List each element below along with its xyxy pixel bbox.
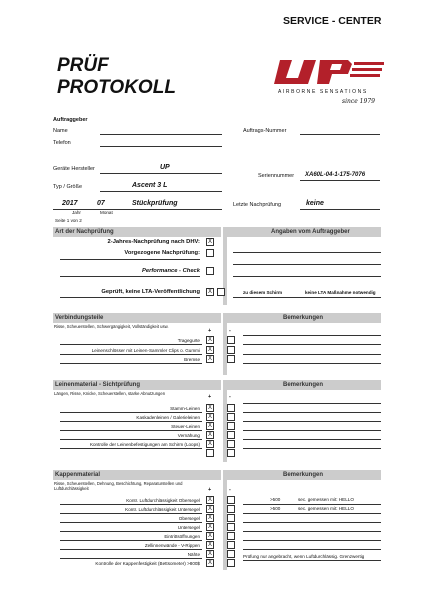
canopy-remarks-title: Bemerkungen — [283, 471, 324, 478]
inspection-checkbox[interactable] — [206, 267, 214, 275]
connections-row-label: Tragegurte — [177, 338, 200, 343]
connections-plus: + — [208, 328, 212, 334]
connections-row-label: Bremse — [184, 357, 200, 362]
canopy-plus-checkbox[interactable]: X — [207, 506, 212, 512]
canopy-remarks-line — [243, 549, 381, 550]
lines-row-label: Stamm-Leinen — [170, 406, 200, 411]
connections-plus-checkbox[interactable]: X — [207, 337, 212, 343]
last-check-label: Letzte Nachprüfung — [233, 202, 282, 208]
canopy-line — [60, 540, 202, 541]
canopy-subtitle: Risse, Scheuerstellen, Dehnung, Beschichtung, Reparaturstellen und Luftdurchlässigkeit — [54, 481, 183, 491]
manufacturer-value: UP — [160, 164, 170, 171]
canopy-line — [60, 513, 202, 514]
inspection-title: Art der Nachprüfung — [55, 228, 114, 235]
canopy-minus-checkbox[interactable] — [227, 559, 235, 567]
canopy-line — [60, 549, 202, 550]
lines-remarks-line — [243, 439, 381, 440]
client-info-line — [233, 264, 381, 265]
canopy-row-label: Zellinnenwände - V-Rippen — [144, 543, 200, 548]
canopy-minus-checkbox[interactable] — [227, 532, 235, 540]
lines-plus-checkbox[interactable]: X — [207, 405, 212, 411]
inspection-row-label: Performance - Check — [142, 268, 200, 274]
canopy-plus-checkbox[interactable]: X — [207, 515, 212, 521]
phone-label: Telefon — [53, 140, 71, 146]
lta-note-left: zu diesem Schirm — [243, 290, 283, 295]
canopy-line — [60, 504, 202, 505]
lines-line — [60, 439, 202, 440]
canopy-plus-checkbox[interactable]: X — [207, 560, 212, 566]
client-info-line — [233, 276, 381, 277]
name-label: Name — [53, 128, 68, 134]
inspection-checkbox[interactable]: X — [207, 289, 212, 295]
connections-remarks-line — [243, 363, 381, 364]
up-logo-graphic — [270, 58, 390, 88]
inspection-checkbox[interactable] — [206, 249, 214, 257]
canopy-minus-checkbox[interactable] — [227, 514, 235, 522]
inspection-header — [53, 227, 221, 237]
month-value: 07 — [97, 200, 105, 207]
inspection-row-label: Geprüft, keine LTA-Veröffentlichung — [101, 289, 200, 295]
connections-remarks-line — [243, 354, 381, 355]
canopy-row-label: Nähte — [187, 552, 200, 557]
inspection-value: Stückprüfung — [132, 200, 178, 207]
canopy-remarks-line — [243, 531, 381, 532]
canopy-row-label: Kontrolle der Kappenfestigkeit (Bettsometer) >800$ — [95, 561, 200, 566]
connections-plus-checkbox[interactable]: X — [207, 347, 212, 353]
lines-remarks-line — [243, 448, 381, 449]
canopy-minus-checkbox[interactable] — [227, 505, 235, 513]
connections-line — [60, 344, 202, 345]
canopy-line — [60, 558, 202, 559]
canopy-remarks-line — [243, 540, 381, 541]
canopy-row-label: Untersegel — [177, 525, 200, 530]
connections-header — [53, 313, 221, 323]
canopy-minus-checkbox[interactable] — [227, 550, 235, 558]
canopy-plus-checkbox[interactable]: X — [207, 551, 212, 557]
type-label: Typ / Größe — [53, 184, 83, 190]
up-logo — [270, 58, 390, 110]
title-line-1: PRÜF — [57, 55, 109, 76]
connections-row-label: Leinenschlösser mit Leinen-Sammler Clips o. Gummi — [91, 348, 200, 353]
page-info: Seite 1 von 2 — [55, 218, 82, 223]
canopy-minus: - — [229, 487, 231, 493]
phone-line — [100, 146, 222, 147]
last-check-value: keine — [306, 200, 324, 207]
lines-remarks-header — [223, 380, 381, 390]
canopy-line — [60, 522, 202, 523]
lines-minus-checkbox[interactable] — [227, 404, 235, 412]
connections-minus-checkbox[interactable] — [227, 336, 235, 344]
canopy-remarks-line — [243, 504, 381, 505]
connections-remarks-title: Bemerkungen — [283, 314, 324, 321]
inspection-row-line — [60, 297, 200, 298]
lines-remarks-line — [243, 412, 381, 413]
canopy-footer-note: Prüfung nur angebracht, wenn Luftdurchlässig. Grenzwertig — [243, 554, 365, 559]
lines-minus: - — [229, 394, 231, 400]
manufacturer-label: Geräte Hersteller — [53, 166, 95, 172]
lines-line — [60, 448, 202, 449]
canopy-title: Kappenmaterial — [55, 471, 101, 478]
connections-plus-checkbox[interactable]: X — [207, 356, 212, 362]
inspection-row-label: 2-Jahres-Nachprüfung nach DHV: — [107, 239, 200, 245]
last-check-line — [300, 209, 380, 210]
lines-title: Leinenmaterial - Sichtprüfung — [55, 381, 141, 388]
connections-remarks-line — [243, 344, 381, 345]
lines-remarks-line — [243, 421, 381, 422]
title-line-2: PROTOKOLL — [57, 77, 176, 98]
connections-minus-checkbox[interactable] — [227, 346, 235, 354]
connections-remarks-header — [223, 313, 381, 323]
canopy-row-label: Eintrittsöffnungen — [164, 534, 200, 539]
canopy-value: >500 — [270, 497, 281, 502]
connections-line — [60, 354, 202, 355]
logo-since: since 1979 — [342, 98, 375, 105]
lines-plus-checkbox[interactable]: X — [207, 432, 212, 438]
lines-plus-checkbox[interactable]: X — [207, 414, 212, 420]
canopy-remark: sec. gemessen mit: HELLO — [298, 506, 354, 511]
inspection-checkbox-extra[interactable] — [217, 288, 225, 296]
lines-plus-checkbox[interactable] — [206, 449, 214, 457]
connections-remarks-line — [243, 335, 381, 336]
lines-subtitle: Längen, Risse, Knicke, Scheuerstellen, starke Abnutzungen — [54, 391, 166, 396]
inspection-row-line — [60, 276, 200, 277]
connections-minus-checkbox[interactable] — [227, 355, 235, 363]
lines-row-label: Kaskadenleinen / Galerieleinen — [136, 415, 200, 420]
type-value: Ascent 3 L — [132, 182, 168, 189]
canopy-value: >500 — [270, 506, 281, 511]
canopy-header — [53, 470, 221, 480]
client-label: Auftraggeber — [53, 117, 88, 123]
canopy-plus-checkbox[interactable]: X — [207, 533, 212, 539]
lines-minus-checkbox[interactable] — [227, 431, 235, 439]
serial-label: Seriennummer — [258, 173, 295, 179]
lines-line — [60, 412, 202, 413]
client-info-header — [223, 227, 381, 237]
lines-row-label: Steuer-Leinen — [171, 424, 200, 429]
canopy-row-label: Kontr. Luftdurchlässigkeit Obersegel — [126, 498, 200, 503]
lines-remarks-line — [243, 430, 381, 431]
canopy-row-label: Obersegel — [178, 516, 200, 521]
lines-row-label: Vernähung — [177, 433, 200, 438]
canopy-plus: + — [208, 487, 212, 493]
canopy-remarks-header — [223, 470, 381, 480]
inspection-checkbox[interactable]: X — [207, 239, 212, 245]
order-number-line — [300, 134, 380, 135]
lines-plus-checkbox[interactable]: X — [207, 441, 212, 447]
lines-remarks-title: Bemerkungen — [283, 381, 324, 388]
canopy-plus-checkbox[interactable]: X — [207, 542, 212, 548]
service-center-title: SERVICE - CENTER — [283, 15, 382, 27]
canopy-minus-checkbox[interactable] — [227, 541, 235, 549]
year-value: 2017 — [62, 200, 78, 207]
canopy-minus-checkbox[interactable] — [227, 496, 235, 504]
lines-minus-checkbox[interactable] — [227, 422, 235, 430]
canopy-row-label: Kontr. Luftdurchlässigkeit Untersegel — [125, 507, 200, 512]
lines-plus: + — [208, 394, 212, 400]
client-info-line — [233, 297, 381, 298]
year-label: Jahr — [72, 210, 81, 215]
month-label: Monat — [100, 210, 113, 215]
lines-row-label: Kontrolle der Leinenbefestigungen am Schirm (Loops) — [89, 442, 200, 447]
inspection-row-line — [60, 259, 200, 260]
type-line — [100, 191, 222, 192]
client-info-title: Angaben vom Auftraggeber — [271, 228, 350, 235]
logo-tagline: AIRBORNE SENSATIONS — [278, 89, 368, 95]
serial-value: XA60L-04-1-175-7076 — [305, 172, 366, 178]
lines-plus-checkbox[interactable]: X — [207, 423, 212, 429]
lines-minus-checkbox[interactable] — [227, 449, 235, 457]
connections-line — [60, 363, 202, 364]
lines-line — [60, 421, 202, 422]
name-line — [100, 134, 222, 135]
lines-minus-checkbox[interactable] — [227, 413, 235, 421]
canopy-remark: sec. gemessen mit: HELLO — [298, 497, 354, 502]
canopy-remarks-line — [243, 522, 381, 523]
order-number-label: Auftrags-Nummer — [243, 128, 287, 134]
client-info-line — [233, 252, 381, 253]
lines-remarks-line — [243, 403, 381, 404]
lines-header — [53, 380, 221, 390]
lta-note-right: keine LTA Maßnahme notwendig — [305, 290, 376, 295]
canopy-remarks-line — [243, 560, 381, 561]
connections-title: Verbindungsteile — [55, 314, 104, 321]
canopy-plus-checkbox[interactable]: X — [207, 524, 212, 530]
lines-minus-checkbox[interactable] — [227, 440, 235, 448]
canopy-remarks-line — [243, 513, 381, 514]
connections-subtitle: Risse, Scheuerstellen, Schwergängigkeit, Vollständigkeit usw. — [54, 324, 169, 329]
lines-line — [60, 430, 202, 431]
inspection-row-label: Vorgezogene Nachprüfung: — [124, 250, 200, 256]
serial-line — [300, 180, 380, 181]
canopy-plus-checkbox[interactable]: X — [207, 497, 212, 503]
manufacturer-line — [100, 173, 222, 174]
canopy-line — [60, 531, 202, 532]
connections-minus: - — [229, 328, 231, 334]
canopy-minus-checkbox[interactable] — [227, 523, 235, 531]
